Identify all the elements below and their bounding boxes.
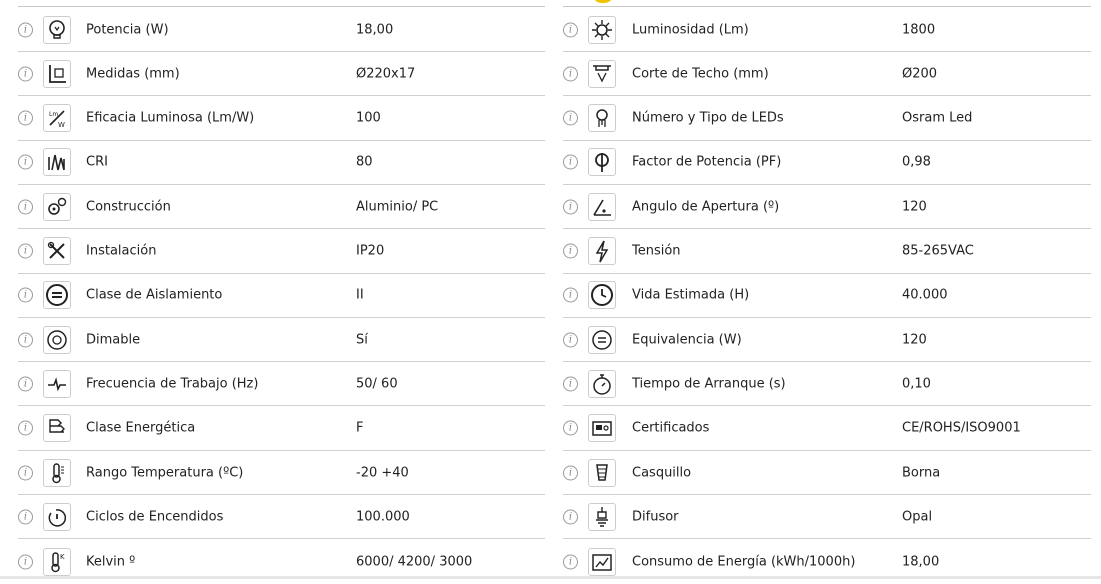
- spec-row: [18, 274, 545, 318]
- info-icon[interactable]: i: [18, 332, 33, 347]
- info-icon[interactable]: i: [563, 244, 578, 259]
- info-icon[interactable]: i: [18, 376, 33, 391]
- spec-row: [563, 141, 1091, 185]
- spec-row: [18, 141, 545, 185]
- info-icon[interactable]: i: [563, 332, 578, 347]
- equivalence-icon: [588, 326, 616, 354]
- spec-row: [563, 230, 1091, 274]
- stopwatch-icon: [588, 370, 616, 398]
- spec-value: Ø220x17: [356, 66, 416, 82]
- spec-row: [18, 407, 545, 451]
- info-icon[interactable]: i: [563, 155, 578, 170]
- spec-row: [563, 318, 1091, 362]
- spec-value: Ø200: [902, 66, 938, 82]
- spec-value: Aluminio/ PC: [356, 199, 439, 215]
- spec-value: 6000/ 4200/ 3000: [356, 554, 473, 570]
- spec-label: Tiempo de Arranque (s): [632, 376, 786, 392]
- info-icon[interactable]: i: [18, 111, 33, 126]
- spec-label: Medidas (mm): [86, 66, 180, 82]
- info-icon[interactable]: i: [563, 66, 578, 81]
- spec-row: [18, 52, 545, 96]
- ceiling-cut-icon: [588, 60, 616, 88]
- spec-row: [18, 318, 545, 362]
- bulb-icon: [43, 16, 71, 44]
- spec-label: Consumo de Energía (kWh/1000h): [632, 554, 856, 570]
- spec-row: [18, 451, 545, 495]
- spec-row: [563, 274, 1091, 318]
- spec-value: F: [356, 420, 364, 436]
- info-icon[interactable]: i: [563, 421, 578, 436]
- efficacy-icon: [43, 104, 71, 132]
- svg-text:W: W: [58, 121, 65, 130]
- info-icon[interactable]: i: [563, 376, 578, 391]
- spec-value: 50/ 60: [356, 376, 398, 392]
- spec-label: Eficacia Luminosa (Lm/W): [86, 110, 255, 126]
- spec-row: [18, 495, 545, 539]
- spec-row: [563, 8, 1091, 52]
- spec-value: Osram Led: [902, 110, 973, 126]
- info-icon[interactable]: i: [563, 288, 578, 303]
- led-icon: [588, 104, 616, 132]
- spec-row: [563, 451, 1091, 495]
- spec-label: Angulo de Apertura (º): [632, 199, 780, 215]
- spec-value: 18,00: [902, 554, 940, 570]
- spec-label: Difusor: [632, 509, 679, 525]
- spec-label: Clase de Aislamiento: [86, 287, 223, 303]
- spec-row: [18, 185, 545, 229]
- svg-text:K: K: [60, 552, 65, 561]
- spec-label: Número y Tipo de LEDs: [632, 110, 784, 126]
- socket-icon: [588, 459, 616, 487]
- info-icon[interactable]: i: [563, 111, 578, 126]
- spec-label: CRI: [86, 154, 108, 170]
- info-icon[interactable]: i: [18, 421, 33, 436]
- spec-row: [18, 362, 545, 406]
- spec-value: Borna: [902, 465, 941, 480]
- spec-label: Ciclos de Encendidos: [86, 509, 224, 525]
- spec-label: Instalación: [86, 243, 157, 259]
- tools-icon: [43, 237, 71, 265]
- certificate-icon: [588, 414, 616, 442]
- spec-label: Corte de Techo (mm): [632, 66, 769, 82]
- spec-value: 0,10: [902, 376, 931, 392]
- info-icon[interactable]: i: [18, 465, 33, 480]
- dimensions-icon: [43, 60, 71, 88]
- spec-value: 40.000: [902, 287, 948, 303]
- frequency-icon: [43, 370, 71, 398]
- spec-value: 85-265VAC: [902, 243, 974, 259]
- insulation-icon: [43, 281, 71, 309]
- info-icon[interactable]: i: [563, 465, 578, 480]
- spec-row: [563, 97, 1091, 141]
- spec-label: Equivalencia (W): [632, 332, 742, 348]
- clock-icon: [588, 281, 616, 309]
- spec-value: 100: [356, 110, 381, 126]
- spec-label: Potencia (W): [86, 22, 169, 37]
- info-icon[interactable]: i: [18, 288, 33, 303]
- spec-label: Rango Temperatura (ºC): [86, 465, 244, 480]
- diffuser-icon: [588, 503, 616, 531]
- spec-row: [563, 52, 1091, 96]
- spec-row: [18, 230, 545, 274]
- spec-value: II: [356, 287, 364, 303]
- spec-label: Certificados: [632, 420, 710, 436]
- dimmer-icon: [43, 326, 71, 354]
- spec-label: Construcción: [86, 199, 171, 215]
- spec-value: CE/ROHS/ISO9001: [902, 420, 1021, 436]
- svg-text:Lm: Lm: [49, 111, 59, 119]
- spec-row: [563, 495, 1091, 539]
- spec-value: 18,00: [356, 22, 394, 37]
- info-icon[interactable]: i: [563, 199, 578, 214]
- spec-label: Dimable: [86, 332, 141, 348]
- info-icon[interactable]: i: [18, 66, 33, 81]
- info-icon[interactable]: i: [18, 199, 33, 214]
- spec-value: Opal: [902, 509, 933, 525]
- spec-value: IP20: [356, 243, 385, 259]
- spectrum-icon: [43, 148, 71, 176]
- specs-column-left: [18, 0, 545, 579]
- info-icon[interactable]: i: [563, 554, 578, 569]
- spec-row: [18, 8, 545, 52]
- spec-row: [18, 97, 545, 141]
- spec-value: Sí: [356, 332, 368, 348]
- spec-value: 1800: [902, 22, 936, 37]
- info-icon[interactable]: i: [18, 554, 33, 569]
- thermometer-icon: [43, 459, 71, 487]
- spec-row: [563, 185, 1091, 229]
- info-icon[interactable]: i: [563, 509, 578, 524]
- spec-value: -20 +40: [356, 465, 409, 480]
- power-cycle-icon: [43, 503, 71, 531]
- kelvin-icon: [43, 548, 71, 576]
- energy-class-icon: [43, 414, 71, 442]
- power-factor-icon: [588, 148, 616, 176]
- info-icon[interactable]: i: [563, 22, 578, 37]
- gears-icon: [43, 193, 71, 221]
- spec-row: [563, 362, 1091, 406]
- sun-icon: [588, 16, 616, 44]
- spec-value: 120: [902, 332, 927, 348]
- info-icon[interactable]: i: [18, 509, 33, 524]
- specs-column-right: [563, 0, 1091, 579]
- spec-value: 120: [902, 199, 927, 215]
- spec-label: Clase Energética: [86, 420, 196, 436]
- info-icon[interactable]: i: [18, 155, 33, 170]
- spec-label: Vida Estimada (H): [632, 287, 750, 303]
- spec-value: 100.000: [356, 509, 410, 525]
- angle-icon: [588, 193, 616, 221]
- info-icon[interactable]: i: [18, 22, 33, 37]
- consumption-icon: [588, 548, 616, 576]
- spec-label: Tensión: [632, 243, 681, 259]
- info-icon[interactable]: i: [18, 244, 33, 259]
- voltage-icon: [588, 237, 616, 265]
- spec-label: Casquillo: [632, 465, 692, 480]
- spec-label: Frecuencia de Trabajo (Hz): [86, 376, 259, 392]
- spec-value: 0,98: [902, 154, 931, 170]
- spec-row: [563, 407, 1091, 451]
- spec-label: Luminosidad (Lm): [632, 22, 749, 37]
- spec-label: Kelvin º: [86, 554, 136, 570]
- spec-label: Factor de Potencia (PF): [632, 154, 782, 170]
- spec-value: 80: [356, 154, 373, 170]
